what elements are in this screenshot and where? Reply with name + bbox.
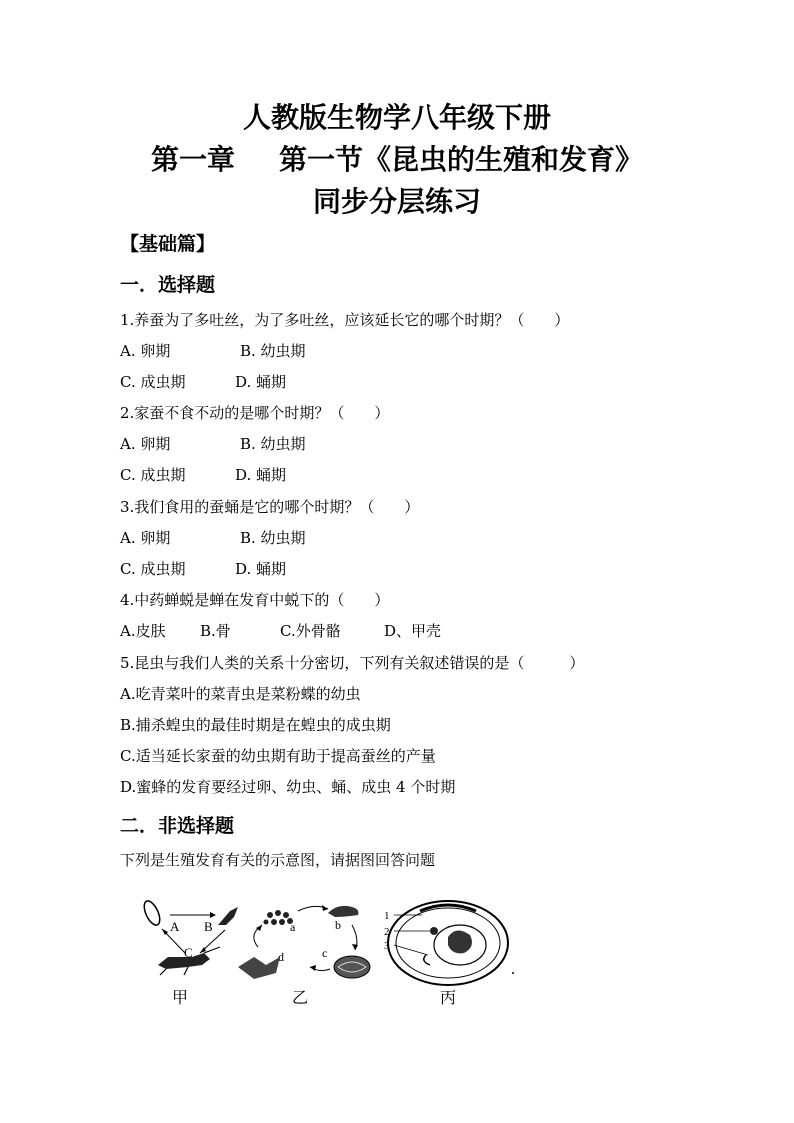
label-a-lower: a — [290, 920, 296, 934]
q4-option-b: B.骨 — [200, 622, 231, 640]
label-b-upper: B — [204, 919, 213, 934]
label-c-upper: C — [184, 945, 193, 960]
q5-option-d: D.蜜蜂的发育要经过卵、幼虫、蛹、成虫 4 个时期 — [120, 778, 456, 796]
eggs-icon — [264, 910, 294, 925]
label-2: 2 — [384, 926, 390, 938]
caption-jia: 甲 — [172, 988, 189, 1007]
q3-option-a: A. 卵期 — [120, 529, 171, 547]
q2-option-a: A. 卵期 — [120, 435, 171, 453]
q2-option-d: D. 蛹期 — [235, 466, 287, 484]
embryo-icon — [448, 930, 472, 953]
moth-icon — [238, 957, 280, 979]
title-line-3: 同步分层练习 — [312, 185, 481, 218]
q3-options-row-1 — [120, 528, 306, 548]
q3-option-d: D. 蛹期 — [235, 560, 287, 578]
question-5: 5.昆虫与我们人类的关系十分密切，下列有关叙述错误的是（ ） — [120, 654, 585, 672]
basic-label: 【基础篇】 — [120, 233, 216, 255]
question-2: 2.家蚕不食不动的是哪个时期？（ ） — [120, 404, 390, 422]
q3-option-c: C. 成虫期 — [120, 560, 186, 578]
q2-option-c: C. 成虫期 — [120, 466, 186, 484]
q1-option-a: A. 卵期 — [120, 342, 171, 360]
q5-option-b: B.捕杀蝗虫的最佳时期是在蝗虫的成虫期 — [120, 716, 391, 734]
figure-jia — [141, 899, 238, 975]
q5-option-a: A.吃青菜叶的菜青虫是菜粉蝶的幼虫 — [120, 685, 361, 703]
q4-option-c: C.外骨骼 — [280, 622, 341, 640]
caption-bing: 丙 — [440, 988, 457, 1007]
q1-option-b: B. 幼虫期 — [240, 342, 306, 360]
chapter-label: 第一章 — [150, 143, 235, 176]
nymph-icon — [218, 907, 238, 925]
label-a-upper: A — [170, 919, 180, 934]
question-3: 3.我们食用的蚕蛹是它的哪个时期？（ ） — [120, 498, 420, 516]
section-label: 第一节《昆虫的生殖和发育》 — [279, 143, 644, 176]
label-d-lower: d — [278, 950, 284, 964]
q3-option-b: B. 幼虫期 — [240, 529, 306, 547]
question-1: 1.养蚕为了多吐丝，为了多吐丝，应该延长它的哪个时期？（ ） — [120, 311, 570, 329]
q5-option-c: C.适当延长家蚕的幼虫期有助于提高蚕丝的产量 — [120, 747, 436, 765]
q1-options-row-1 — [120, 341, 306, 361]
label-1: 1 — [384, 910, 390, 922]
q1-options-row-2 — [120, 372, 286, 392]
q1-option-d: D. 蛹期 — [235, 373, 287, 391]
q2-option-b: B. 幼虫期 — [240, 435, 306, 453]
egg-icon — [141, 899, 163, 928]
cocoon-icon — [334, 956, 370, 978]
development-figure — [130, 895, 530, 1010]
larva-icon — [328, 906, 358, 917]
question-4: 4.中药蝉蜕是蝉在发育中蜕下的（ ） — [120, 591, 390, 609]
label-c-lower: c — [322, 946, 328, 960]
q4-options-row — [120, 621, 441, 641]
part2-heading: 二．非选择题 — [120, 815, 235, 837]
q3-options-row-2 — [120, 559, 286, 579]
label-3: 3 — [384, 940, 390, 952]
caption-yi: 乙 — [292, 988, 309, 1007]
part2-intro: 下列是生殖发育有关的示意图，请据图回答问题 — [120, 851, 436, 869]
q2-options-row-2 — [120, 465, 286, 485]
q4-option-d: D、甲壳 — [384, 622, 442, 640]
label-b-lower: b — [335, 918, 341, 932]
q4-option-a: A.皮肤 — [120, 622, 166, 640]
part1-heading: 一．选择题 — [120, 274, 216, 296]
q1-option-c: C. 成虫期 — [120, 373, 186, 391]
figure-yi — [238, 905, 370, 979]
title-line-2 — [0, 142, 794, 178]
q2-options-row-1 — [120, 434, 306, 454]
title-line-1: 人教版生物学八年级下册 — [242, 101, 551, 134]
figure-bing — [384, 901, 514, 985]
